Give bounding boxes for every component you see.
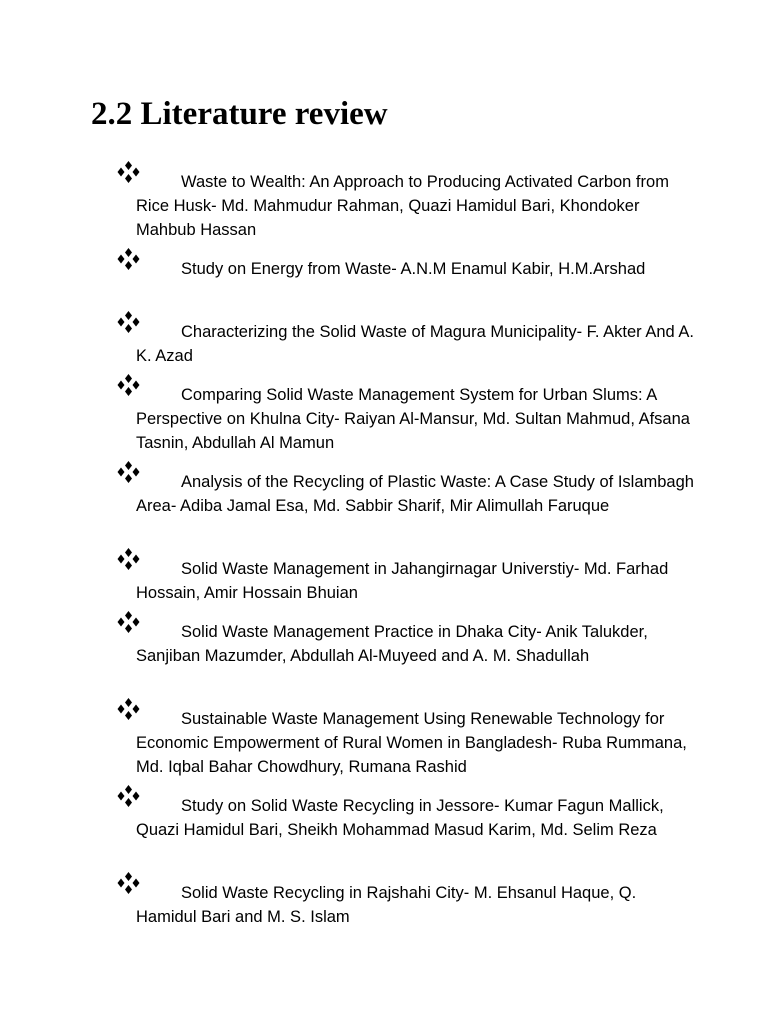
reference-text: Study on Solid Waste Recycling in Jessore- Kumar Fagun Mallick, Quazi Hamidul Bari, Sheikh Mohammad Masud Karim, Md. Selim Reza bbox=[136, 797, 664, 839]
reference-text: Solid Waste Management in Jahangirnagar Universtiy- Md. Farhad Hossain, Amir Hossain Bhuian bbox=[136, 560, 669, 602]
reference-text: Study on Energy from Waste- A.N.M Enamul Kabir, H.M.Arshad bbox=[181, 260, 646, 278]
reference-text: Solid Waste Management Practice in Dhaka City- Anik Talukder, Sanjiban Mazumder, Abdullah Al-Muyeed and A. M. Shadullah bbox=[136, 623, 648, 665]
reference-text: Sustainable Waste Management Using Renewable Technology for Economic Empowerment of Rural Women in Bangladesh- Ruba Rummana, Md. Iqbal Bahar Chowdhury, Rumana Rashid bbox=[136, 710, 687, 776]
reference-text: Comparing Solid Waste Management System for Urban Slums: A Perspective on Khulna City- Raiyan Al-Mansur, Md. Sultan Mahmud, Afsana Tasnin, Abdullah Al Mamun bbox=[136, 386, 690, 452]
reference-text: Characterizing the Solid Waste of Magura Municipality- F. Akter And A. K. Azad bbox=[136, 323, 694, 365]
reference-text: Analysis of the Recycling of Plastic Waste: A Case Study of Islambagh Area- Adiba Jamal Esa, Md. Sabbir Sharif, Mir Alimullah Faruque bbox=[136, 473, 694, 515]
reference-text: Solid Waste Recycling in Rajshahi City- M. Ehsanul Haque, Q. Hamidul Bari and M. S. Islam bbox=[136, 884, 637, 926]
section-heading: 2.2 Literature review bbox=[91, 96, 388, 132]
reference-text: Waste to Wealth: An Approach to Producing Activated Carbon from Rice Husk- Md. Mahmudur Rahman, Quazi Hamidul Bari, Khondoker Mahbub Hassan bbox=[136, 173, 669, 239]
